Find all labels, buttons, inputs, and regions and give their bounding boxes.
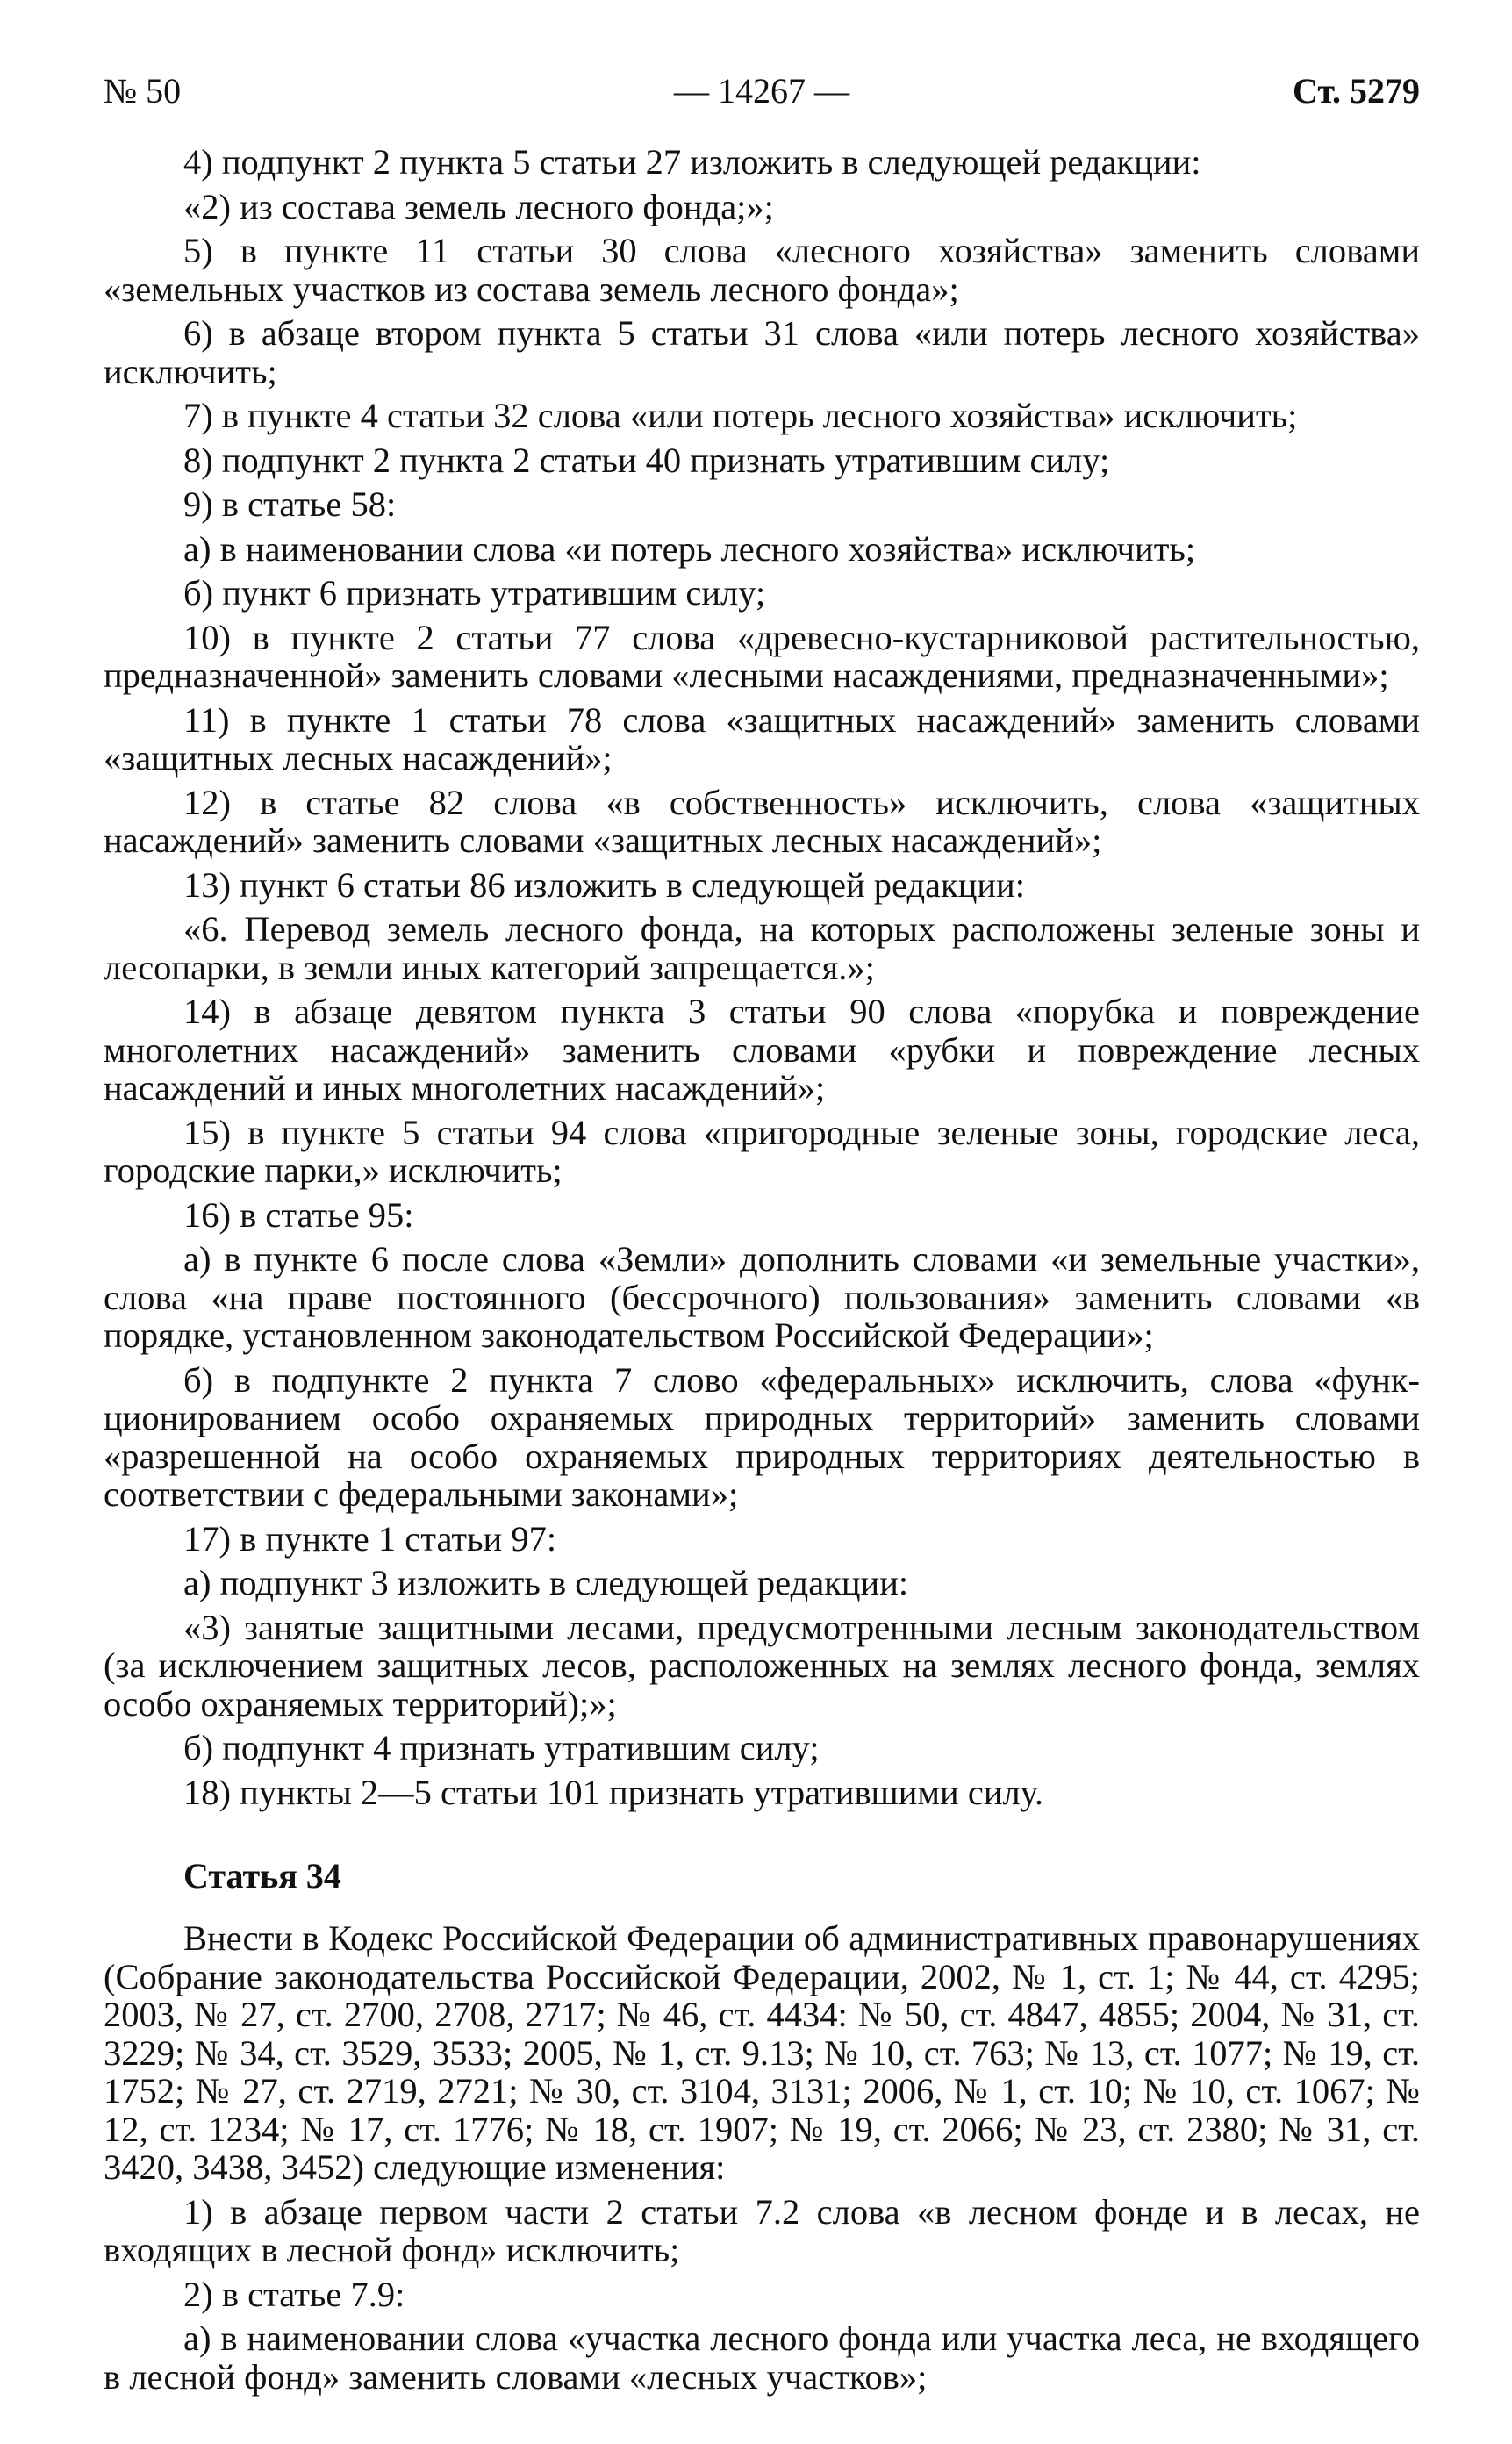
document-page [104, 0, 1420, 2444]
paragraph: 4) подпункт 2 пункта 5 статьи 27 изложить в следующей редакции: [183, 142, 1201, 182]
paragraph: 14) в абзаце девятом пункта 3 статьи 90 слова «порубка и повреждение многолетних насаждений» заменить словами «рубки и повреждение лесных насаждений и иных многолетних насаждений»; [104, 992, 1420, 1107]
issue-number: № 50 [104, 71, 182, 111]
document-body [104, 143, 1420, 2402]
paragraph: 13) пункт 6 статьи 86 изложить в следующей редакции: [183, 864, 1025, 905]
paragraph: 9) в статье 58: [183, 484, 397, 524]
paragraph: 2) в статье 7.9: [183, 2274, 405, 2314]
paragraph: 15) в пункте 5 статьи 94 слова «пригородные зеленые зоны, городские леса, городские парки,» исключить; [104, 1112, 1420, 1190]
paragraph: б) пункт 6 признать утратившим силу; [183, 573, 766, 613]
paragraph: б) подпункт 4 признать утратившим силу; [183, 1728, 820, 1767]
paragraph: «3) занятые защитными лесами, предусмотренными лесным законодательством (за исключением защитных лесов, расположенных на землях лесного фонда, землях особо охраняемых территорий);»; [104, 1607, 1420, 1724]
paragraph: б) в подпункте 2 пункта 7 слово «федеральных» исключить, слова «функционированием особо охраняемых природных территорий» заменить словами «разрешенной на особо охраняемых природных территориях деятельностью в соответствии с федеральными законами»; [104, 1359, 1420, 1514]
paragraph: 10) в пункте 2 статьи 77 слова «древесно-кустарниковой растительностью, предназначенной» заменить словами «лесными насаждениями, предназначенными»; [104, 617, 1420, 695]
paragraph: Внести в Кодекс Российской Федерации об административных правонарушениях (Собрание законодательства Российской Федерации, 2002, № 1, ст. 1; № 44, ст. 4295; 2003, № 27, ст. 2700, 2708, 2717; № 46, ст. 4434: № 50, ст. 4847, 4855; 2004, № 31, ст. 3229; № 34, ст. 3529, 3533; 2005, № 1, ст. 9.13; № 10, ст. 763; № 13, ст. 1077; № 19, ст. 1752; № 27, ст. 2719, 2721; № 30, ст. 3104, 3131; 2006, № 1, ст. 10; № 10, ст. 1067; № 12, ст. 1234; № 17, ст. 1776; № 18, ст. 1907; № 19, ст. 2066; № 23, ст. 2380; № 31, ст. 3420, 3438, 3452) следующие изменения: [104, 1918, 1420, 2187]
paragraph: 5) в пункте 11 статьи 30 слова «лесного хозяйства» заменить словами «земельных участков из состава земель лесного фонда»; [104, 231, 1420, 309]
paragraph: 17) в пункте 1 статьи 97: [183, 1518, 557, 1559]
amendments-list [104, 143, 1420, 1811]
article-34-text [104, 1919, 1420, 2396]
paragraph: 8) подпункт 2 пункта 2 статьи 40 признать утратившим силу; [183, 440, 1110, 480]
paragraph: «2) из состава земель лесного фонда;»; [183, 186, 774, 226]
paragraph: 12) в статье 82 слова «в собственность» исключить, слова «защитных насаждений» заменить словами «защитных лесных насаждений»; [104, 782, 1420, 860]
paragraph: а) в наименовании слова «участка лесного фонда или участка леса, не входящего в лесной фонд» заменить словами «лесных участков»; [104, 2319, 1420, 2397]
paragraph: а) в наименовании слова «и потерь лесного хозяйства» исключить; [183, 528, 1196, 569]
paragraph: 7) в пункте 4 статьи 32 слова «или потерь лесного хозяйства» исключить; [183, 396, 1298, 435]
paragraph: а) в пункте 6 после слова «Земли» дополнить словами «и земельные участки», слова «на праве постоянного (бессрочного) пользования» заменить словами «в порядке, установленном законодательством Российской Федерации»; [104, 1239, 1420, 1355]
paragraph: «6. Перевод земель лесного фонда, на которых расположены зеленые зоны и лесопарки, в земли иных категорий запрещается.»; [104, 909, 1420, 987]
article-heading: Статья 34 [183, 1856, 341, 1896]
paragraph: а) подпункт 3 изложить в следующей редакции: [183, 1563, 909, 1602]
paragraph: 6) в абзаце втором пункта 5 статьи 31 слова «или потерь лесного хозяйства» исключить; [104, 313, 1420, 391]
paragraph: 1) в абзаце первом части 2 статьи 7.2 слова «в лесном фонде и в лесах, не входящих в лесной фонд» исключить; [104, 2191, 1420, 2269]
paragraph: 18) пункты 2—5 статьи 101 признать утратившими силу. [183, 1772, 1044, 1812]
article-number: Ст. 5279 [1293, 71, 1420, 111]
paragraph: 16) в статье 95: [183, 1194, 414, 1235]
page-number: — 14267 — [674, 71, 849, 111]
page-header [104, 70, 1420, 119]
paragraph: 11) в пункте 1 статьи 78 слова «защитных насаждений» заменить словами «защитных лесных насаждений»; [104, 699, 1420, 778]
